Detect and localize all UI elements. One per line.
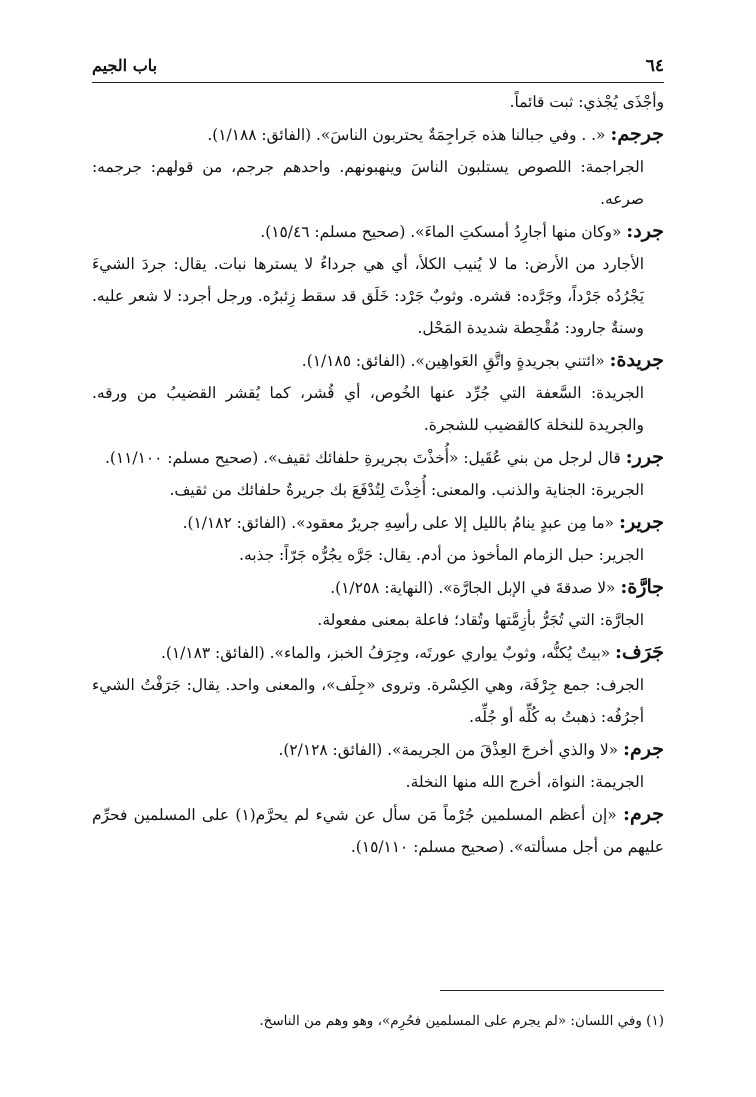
definition-paragraph: الجريرة: الجناية والذنب. والمعنى: أُخِذْتَ لِتُدْفَعَ بك جريرةُ حلفائك من ثقيف.: [169, 481, 644, 499]
entry-citation: قال لرجل من بني عُقَيل: «أُخذْتَ بجريرةِ حلفائك ثقيف». (صحيح مسلم: ١١/١٠٠).: [104, 449, 626, 467]
entry-headword: جرم:: [622, 803, 664, 825]
entry-citation: «ما مِن عبدٍ ينامُ بالليل إلا على رأسِهِ جريرٌ معقود». (الفائق: ١/١٨٢).: [182, 514, 619, 532]
entry-citation: «إن أعظم المسلمين جُرْماً مَن سأل عن شيء لم يحرَّم(١) على المسلمين فحرِّم عليهم من أجل مسألته». (صحيح مسلم: ١٥/١١٠).: [92, 806, 664, 856]
definition-paragraph: الأجارد من الأرض: ما لا يُنيب الكلأ، أي هي جرداءُ لا يسترها نبات. يقال: جردَ الشيءَ يَجْرُدُه جَرْداً، وجَرَّده: قشره. وثوبٌ جَرْد: خَلَق قد سقط زِئبرُه. ورجل أجرد: لا شعر عليه. وسنةٌ جارود: مُقْحِطة شديدة المَحْل.: [92, 255, 644, 337]
entry-headword: جرجم:: [610, 123, 664, 145]
entry-headword: جرد:: [626, 220, 664, 242]
entry-headword: جرر:: [625, 446, 664, 468]
running-title: باب الجيم: [92, 56, 158, 75]
dictionary-entry: [92, 441, 664, 474]
dictionary-entry: [92, 344, 664, 377]
entry-headword: جارَّة:: [620, 576, 664, 598]
dictionary-entry: [92, 506, 664, 539]
definition-paragraph: الجراجمة: اللصوص يستلبون الناسَ وينهبونهم. واحدهم جرجم، من قولهم: جرجمه: صرعه.: [92, 158, 644, 208]
dictionary-entry: [92, 636, 664, 669]
footnote-separator: [440, 990, 664, 991]
definition-paragraph: الجرف: جمع جِرْفَة، وهي الكِسْرة. وتروى «جِلَف»، والمعنى واحد. يقال: جَرَفْتُ الشيء أجرُفُه: ذهبتُ به كُلِّه أو جُلِّه.: [92, 676, 644, 726]
dictionary-entry: [92, 733, 664, 766]
page-number: ٦٤: [645, 56, 664, 76]
dictionary-entry: [92, 215, 664, 248]
entry-citation: «لا صدقةَ في الإبل الجارَّة». (النهاية: ١/٢٥٨).: [330, 579, 621, 597]
entry-citation: «بيتٌ يُكنُّه، وثوبٌ يواري عورتَه، وجِرَفُ الخبز، والماء». (الفائق: ١/١٨٣).: [160, 644, 616, 662]
footnote: (١) وفي اللسان: «لم يجرم على المسلمين فحُرِم»، وهو وهم من الناسخ.: [259, 1013, 664, 1029]
entry-headword: جرير:: [618, 511, 664, 533]
definition-paragraph: الجريدة: السَّعفة التي جُرِّد عنها الخُوص، أي قُشر، كما يُقشر القضيبُ من ورقه. والجريدة للنخلة كالقضيب للشجرة.: [92, 384, 645, 434]
page-header: [92, 56, 664, 83]
dictionary-entry: [92, 118, 664, 151]
entry-citation: «لا والذي أخرجَ العِذْقَ من الجريمة». (الفائق: ٢/١٢٨).: [278, 741, 623, 759]
definition-paragraph: الجرير: حبل الزمام المأخوذ من أدم. يقال: جَرَّه يجُرُّه جَرّاً: جذبه.: [239, 546, 644, 564]
dictionary-entry: [92, 798, 664, 863]
dictionary-entry: [92, 571, 664, 604]
definition-paragraph: الجريمة: النواة، أخرج الله منها النخلة.: [405, 773, 644, 791]
entry-citation: «ائتني بجريدةٍ واتَّقِ العَواهِين». (الفائق: ١/١٨٥).: [301, 352, 610, 370]
entry-citation: «. . وفي جبالنا هذه جَراجِمَةٌ يحتربون الناسَ». (الفائق: ١/١٨٨).: [207, 126, 611, 144]
entry-headword: جريدة:: [609, 349, 664, 371]
entry-headword: جرم:: [622, 738, 664, 760]
entry-headword: جَرَف:: [615, 641, 664, 663]
definition-paragraph: وأجْذَى يُجْذي: ثبت قائماً.: [509, 93, 664, 111]
definition-paragraph: الجارَّة: التي تُجَرُّ بأزِمَّتها وتُقاد؛ فاعلة بمعنى مفعولة.: [317, 611, 644, 629]
entry-citation: «وكان منها أجارِدُ أمسكتِ الماءَ». (صحيح مسلم: ١٥/٤٦).: [260, 223, 627, 241]
page-body: [92, 86, 664, 863]
